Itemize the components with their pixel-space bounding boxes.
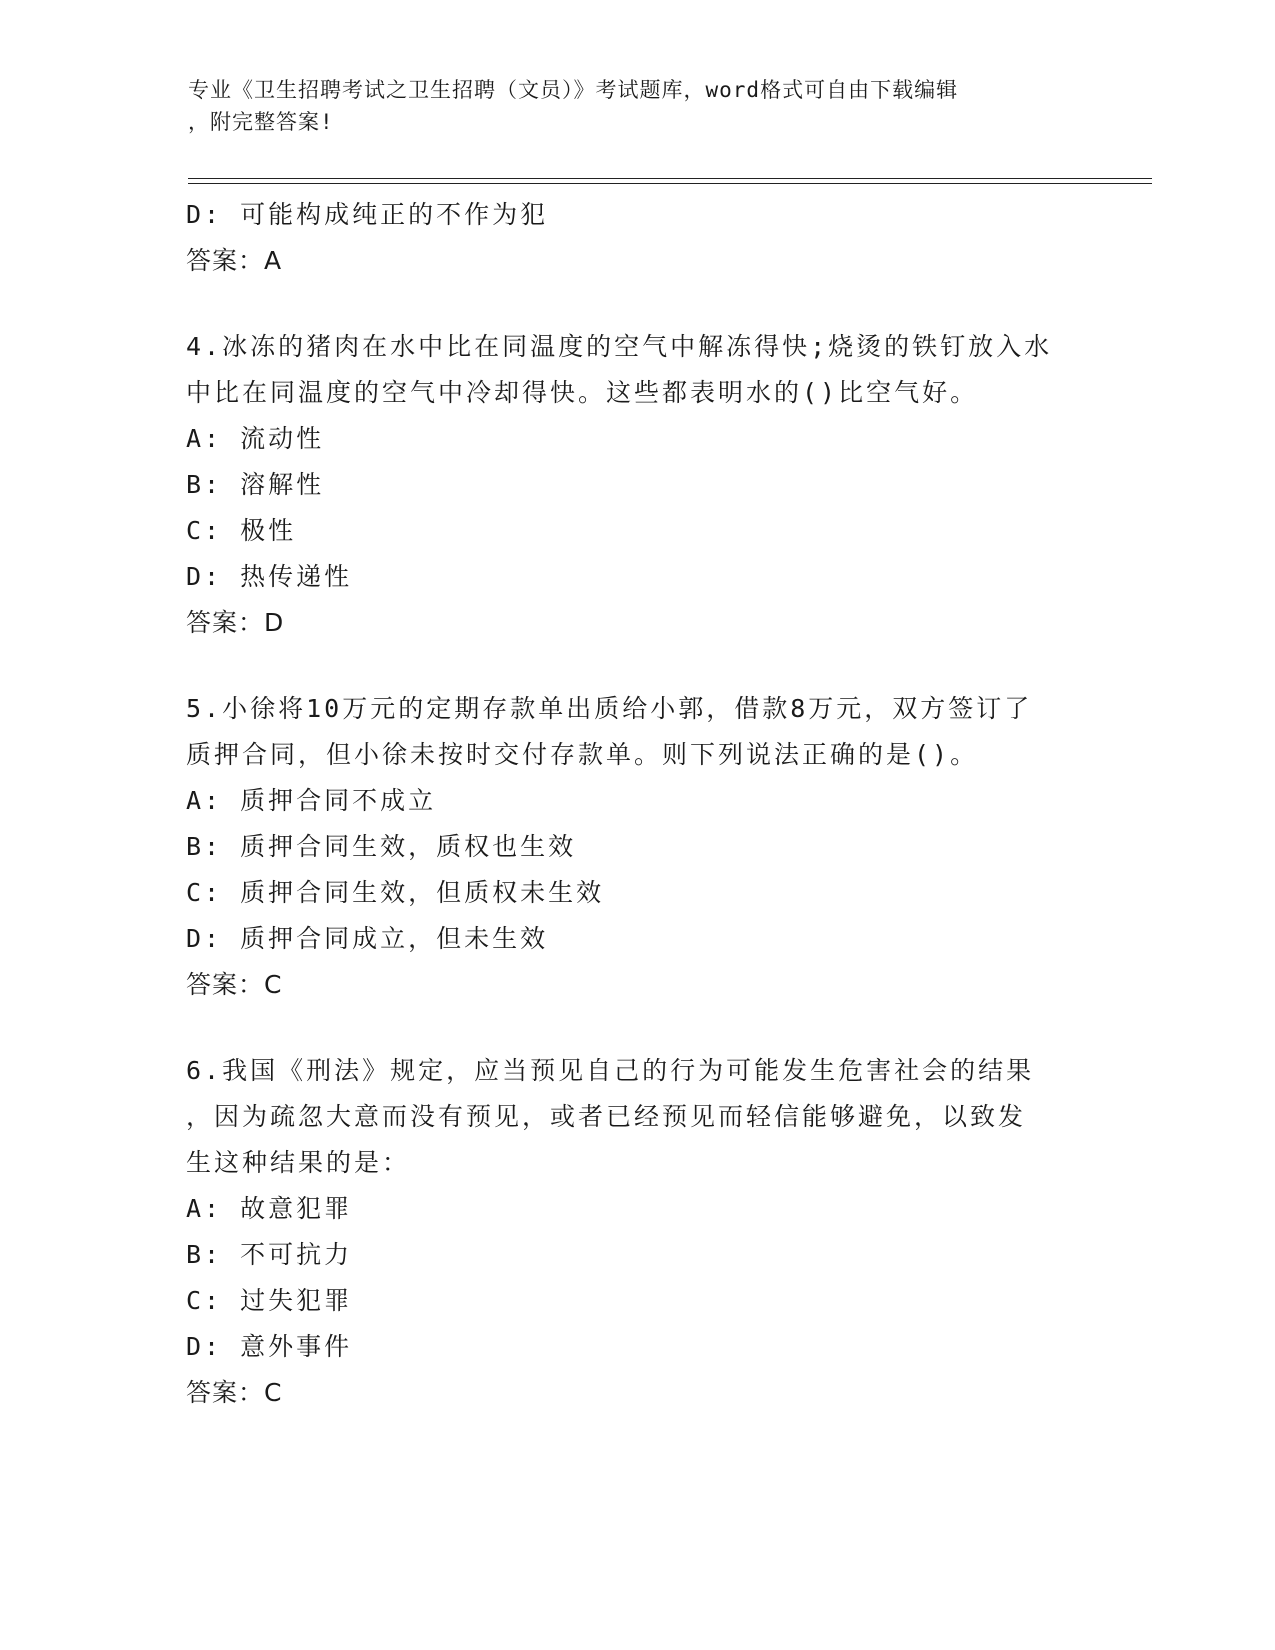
question-text-line: ，因为疏忽大意而没有预见，或者已经预见而轻信能够避免，以致发 (186, 1102, 1027, 1131)
header-divider-top (188, 178, 1152, 179)
question-text-line: 生这种结果的是： (186, 1148, 411, 1177)
document-header (188, 74, 1068, 138)
answer-line: 答案：C (186, 1378, 283, 1407)
question-text (186, 686, 1106, 778)
option-b: B: 溶解性 (186, 470, 325, 499)
header-title-line-1: 专业《卫生招聘考试之卫生招聘（文员）》考试题库，word格式可自由下载编辑 (188, 78, 959, 102)
option-a: A: 故意犯罪 (186, 1194, 353, 1223)
question-text-line: 5.小徐将10万元的定期存款单出质给小郭，借款8万元，双方签订了 (186, 694, 1033, 723)
option-d: D: 意外事件 (186, 1332, 353, 1361)
answer-line: 答案：C (186, 970, 283, 999)
option-d: D: 质押合同成立，但未生效 (186, 924, 549, 953)
question-list (186, 192, 1106, 1416)
question-5 (186, 686, 1106, 1008)
option-d: D: 可能构成纯正的不作为犯 (186, 200, 549, 229)
question-text-line: 6.我国《刑法》规定，应当预见自己的行为可能发生危害社会的结果 (186, 1056, 1035, 1085)
header-divider-bottom (188, 183, 1152, 184)
question-text-line: 中比在同温度的空气中冷却得快。这些都表明水的()比空气好。 (186, 378, 979, 407)
question-4 (186, 324, 1106, 646)
option-a: A: 质押合同不成立 (186, 786, 437, 815)
question-text-line: 质押合同，但小徐未按时交付存款单。则下列说法正确的是()。 (186, 740, 979, 769)
header-title-line-2: ，附完整答案! (188, 110, 334, 134)
answer-line: 答案：A (186, 246, 283, 275)
question-6 (186, 1048, 1106, 1416)
question-text (186, 1048, 1106, 1186)
option-c: C: 质押合同生效，但质权未生效 (186, 878, 605, 907)
answer-line: 答案：D (186, 608, 285, 637)
option-d: D: 热传递性 (186, 562, 353, 591)
question-text (186, 324, 1106, 416)
option-b: B: 不可抗力 (186, 1240, 353, 1269)
question-text-line: 4.冰冻的猪肉在水中比在同温度的空气中解冻得快;烧烫的铁钉放入水 (186, 332, 1053, 361)
option-c: C: 极性 (186, 516, 297, 545)
option-c: C: 过失犯罪 (186, 1286, 353, 1315)
option-b: B: 质押合同生效，质权也生效 (186, 832, 577, 861)
option-a: A: 流动性 (186, 424, 325, 453)
previous-question-tail (186, 192, 1106, 284)
